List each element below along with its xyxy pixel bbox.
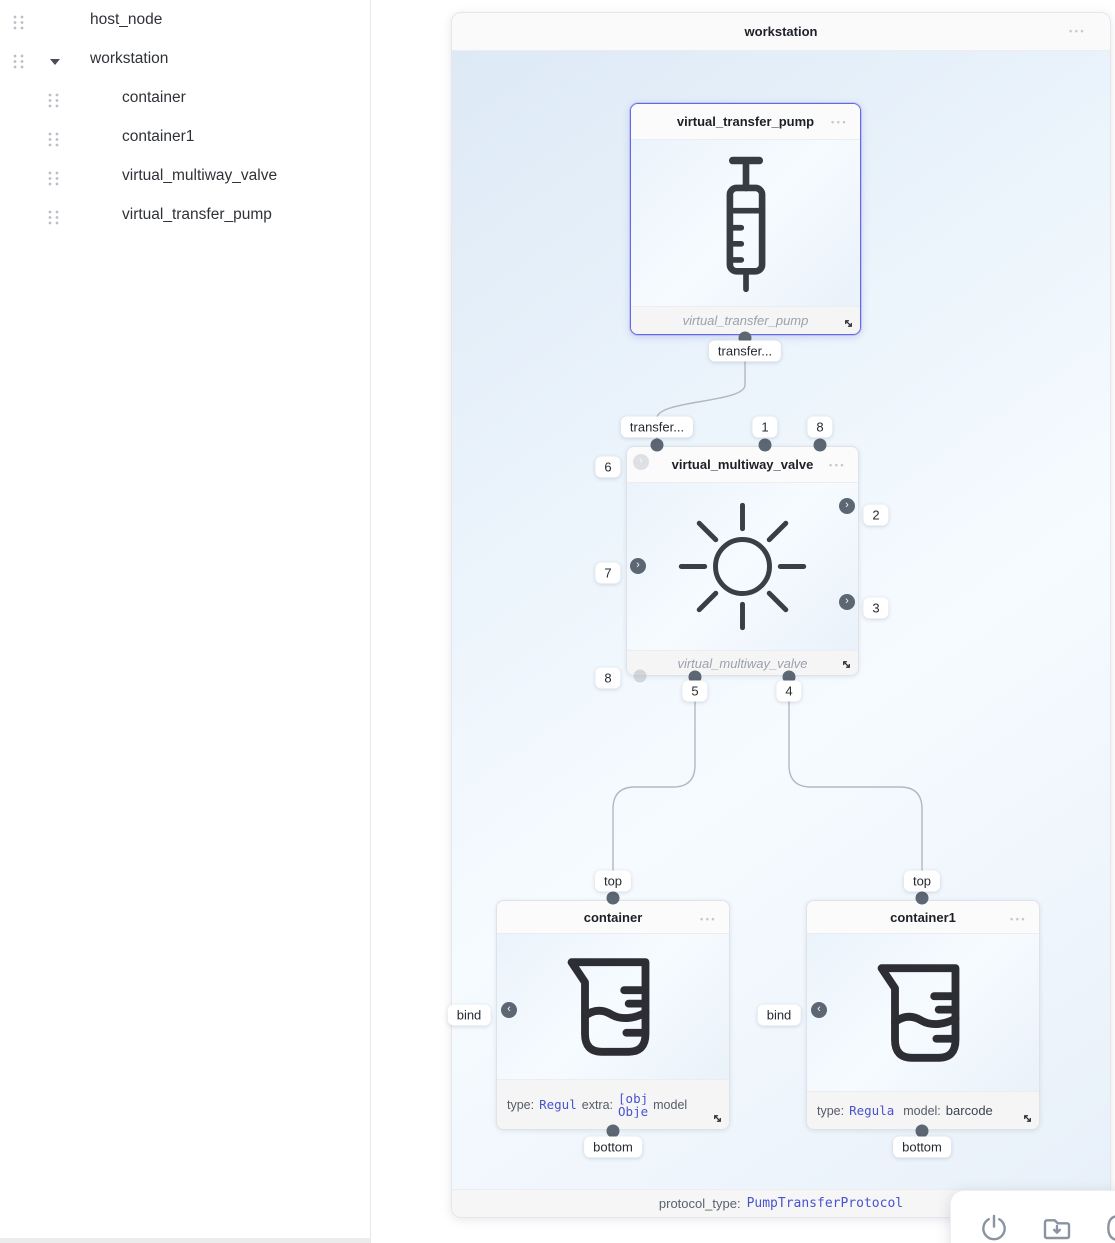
drag-handle-icon[interactable] [13,54,24,69]
node-tree-sidebar [0,0,371,1243]
drag-handle-icon[interactable] [13,15,24,30]
sidebar-item-label: workstation [90,50,169,67]
flow-canvas[interactable] [370,0,1115,1243]
node-header[interactable] [807,901,1039,934]
node-body [631,140,860,306]
extra-field-value: [obj Obje [618,1091,649,1118]
node-footer-name: virtual_multiway_valve [677,655,808,671]
caret-down-icon[interactable] [50,59,60,66]
port-label-top: top [904,871,940,892]
group-title: workstation [744,24,818,39]
port-container-top[interactable] [607,892,620,905]
node-title: container1 [890,909,956,925]
sidebar-item-label: container [122,89,186,106]
model-field-value: barcode [945,1103,993,1118]
port-label-5: 5 [682,681,707,702]
port-label-top: top [595,871,631,892]
node-title: virtual_multiway_valve [671,457,814,472]
port-valve-8-top[interactable] [814,439,827,452]
drag-handle-icon[interactable] [48,93,59,108]
sidebar-item-container1[interactable] [0,120,370,159]
port-valve-6-chevron[interactable]: › [633,454,649,470]
field-row [807,1103,1039,1118]
ellipsis-menu-icon[interactable]: ••• [1069,26,1086,36]
port-label-bottom: bottom [893,1137,951,1158]
port-valve-8-bottom[interactable] [634,670,647,683]
node-footer [631,306,860,334]
port-container1-bind-chevron[interactable]: ‹ [811,1002,827,1018]
type-field-value: Regul [539,1097,577,1112]
sidebar-item-label: virtual_transfer_pump [122,206,272,223]
protocol-type-label: protocol_type: [658,1196,741,1211]
field-row [497,1092,729,1118]
beaker-icon [867,957,979,1069]
port-label-bottom: bottom [584,1137,642,1158]
node-footer [627,650,858,675]
type-field-value: Regula [849,1103,895,1118]
port-container1-top[interactable] [916,892,929,905]
multiway-valve-icon [675,499,810,634]
sidebar-item-label: host_node [90,11,163,28]
resize-handle-icon[interactable] [842,317,855,330]
port-valve-7-chevron[interactable]: › [630,558,646,574]
node-virtual-transfer-pump[interactable] [630,103,861,335]
port-label-1: 1 [752,417,777,438]
syringe-icon [717,152,775,294]
port-label-transfer: transfer... [709,341,781,362]
port-label-2: 2 [863,505,888,526]
node-virtual-multiway-valve[interactable] [626,446,859,676]
ellipsis-menu-icon[interactable]: ••• [831,117,848,127]
extra-field-label: extra: [581,1097,614,1112]
ellipsis-menu-icon[interactable]: ••• [700,914,717,924]
node-body [627,483,858,650]
port-label-6: 6 [595,457,620,478]
node-body [807,934,1039,1091]
sidebar-item-virtual-transfer-pump[interactable] [0,198,370,237]
port-label-bind: bind [758,1005,801,1026]
resize-handle-icon[interactable] [711,1112,724,1125]
port-label-3: 3 [863,598,888,619]
power-icon[interactable] [978,1212,1010,1243]
model-field-label: model: [903,1103,941,1118]
node-container1[interactable] [806,900,1040,1130]
node-footer-name: virtual_transfer_pump [682,313,809,328]
port-valve-2-chevron[interactable]: › [839,498,855,514]
model-field-label: model [653,1097,688,1112]
node-body [497,934,729,1079]
node-footer [497,1079,729,1129]
port-label-7: 7 [595,563,620,584]
node-header[interactable] [631,104,860,140]
node-header[interactable] [497,901,729,934]
node-title: container [583,909,643,925]
node-container[interactable] [496,900,730,1130]
resize-handle-icon[interactable] [840,658,853,671]
folder-download-icon[interactable] [1041,1212,1073,1243]
sidebar-item-label: virtual_multiway_valve [122,167,278,184]
node-title: virtual_transfer_pump [676,114,815,129]
protocol-type-value: PumpTransferProtocol [746,1196,904,1211]
port-valve-transfer[interactable] [651,439,664,452]
type-field-label: type: [817,1103,845,1118]
port-valve-1[interactable] [759,439,772,452]
node-header[interactable] [627,447,858,483]
bottom-action-toolbar [950,1190,1115,1243]
resize-handle-icon[interactable] [1021,1112,1034,1125]
horizontal-scrollbar[interactable] [0,1238,370,1243]
port-label-transfer: transfer... [621,417,693,438]
port-label-4: 4 [776,681,801,702]
drag-handle-icon[interactable] [48,171,59,186]
node-footer [807,1091,1039,1129]
port-label-8: 8 [807,417,832,438]
ellipsis-menu-icon[interactable]: ••• [1010,914,1027,924]
drag-handle-icon[interactable] [48,132,59,147]
port-valve-3-chevron[interactable]: › [839,594,855,610]
sidebar-item-virtual-multiway-valve[interactable] [0,159,370,198]
sidebar-item-label: container1 [122,128,195,145]
partial-icon[interactable] [1103,1212,1115,1243]
port-label-8: 8 [595,668,620,689]
sidebar-item-host-node[interactable] [0,3,370,42]
ellipsis-menu-icon[interactable]: ••• [829,460,846,470]
sidebar-item-workstation[interactable] [0,42,370,81]
type-field-label: type: [507,1097,535,1112]
port-label-bind: bind [448,1005,491,1026]
beaker-icon [557,951,669,1063]
sidebar-item-container[interactable] [0,81,370,120]
drag-handle-icon[interactable] [48,210,59,225]
port-container-bind-chevron[interactable]: ‹ [501,1002,517,1018]
group-header[interactable] [452,13,1110,51]
